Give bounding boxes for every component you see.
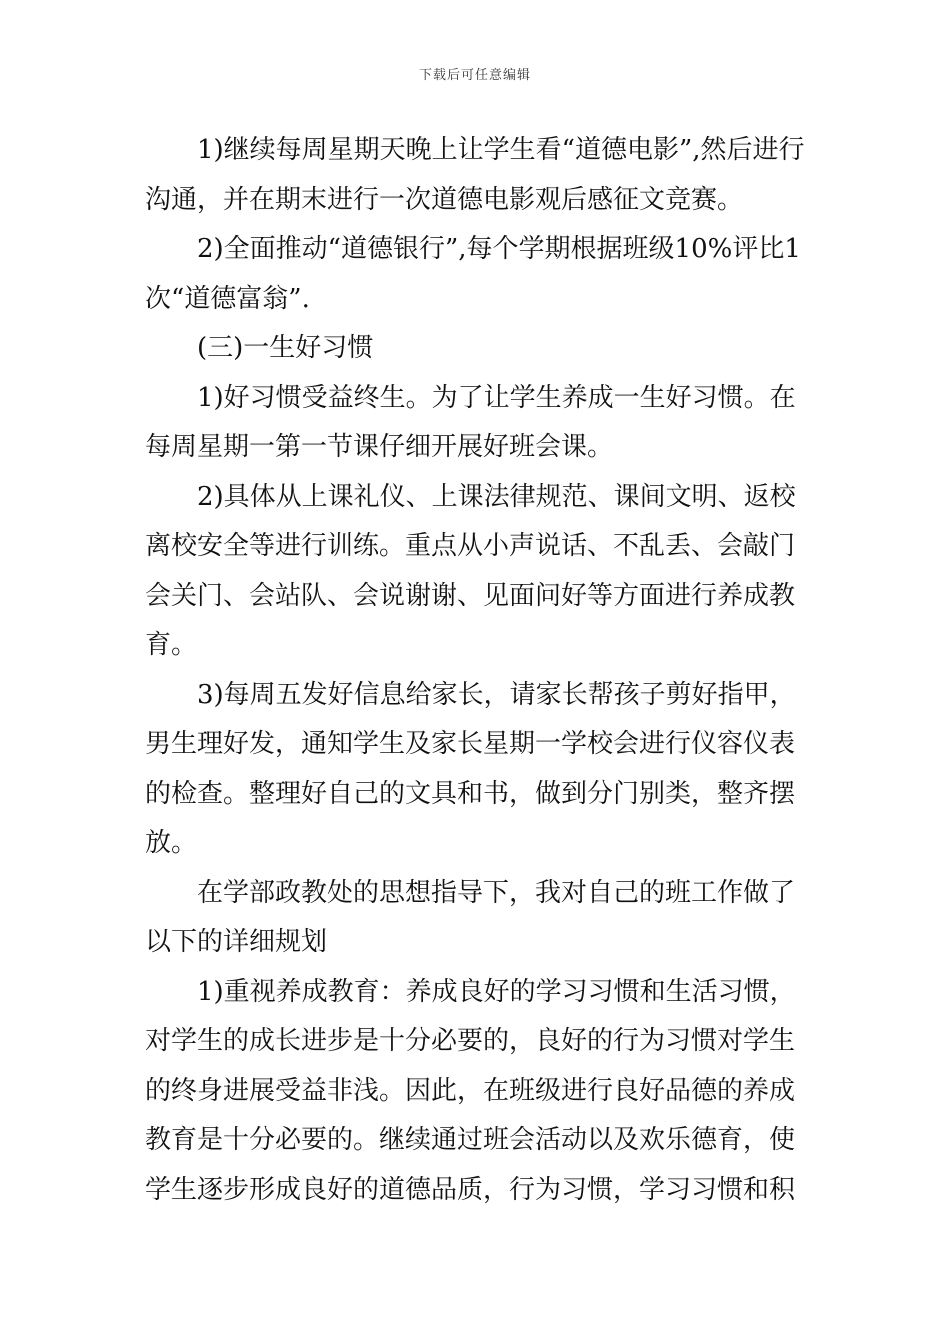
paragraph-moral-bank: 2)全面推动“道德银行”,每个学期根据班级10%评比1次“道德富翁”. xyxy=(145,234,801,314)
paragraph-plan-intro: 在学部政教处的思想指导下，我对自己的班工作做了以下的详细规划 xyxy=(145,877,796,957)
paragraph-habit-education: 1)重视养成教育：养成良好的学习习惯和生活习惯，对学生的成长进步是十分必要的，良好的行为习惯对学生的终身进展受益非浅。因此，在班级进行良好品德的养成教育是十分必要的。继续通过班会活动以及欢乐德育，使学生逐步形成良好的道德品质，行为习惯，学习习惯和积 xyxy=(145,976,796,1205)
document-body xyxy=(145,126,807,1215)
paragraph-habit-benefit: 1)好习惯受益终生。为了让学生养成一生好习惯。在每周星期一第一节课仔细开展好班会课。 xyxy=(145,382,796,462)
page-header: 下载后可任意编辑 xyxy=(418,68,531,83)
paragraph-habit-training: 2)具体从上课礼仪、上课法律规范、课间文明、返校离校安全等进行训练。重点从小声说话、不乱丢、会敲门会关门、会站队、会说谢谢、见面问好等方面进行养成教育。 xyxy=(145,481,796,660)
paragraph-parent-notice: 3)每周五发好信息给家长，请家长帮孩子剪好指甲，男生理好发，通知学生及家长星期一学校会进行仪容仪表的检查。整理好自己的文具和书，做到分门别类，整齐摆放。 xyxy=(145,679,796,858)
paragraph-moral-movie: 1)继续每周星期天晚上让学生看“道德电影”,然后进行沟通，并在期末进行一次道德电影观后感征文竞赛。 xyxy=(145,135,805,215)
section-heading-good-habits: (三)一生好习惯 xyxy=(197,333,374,363)
